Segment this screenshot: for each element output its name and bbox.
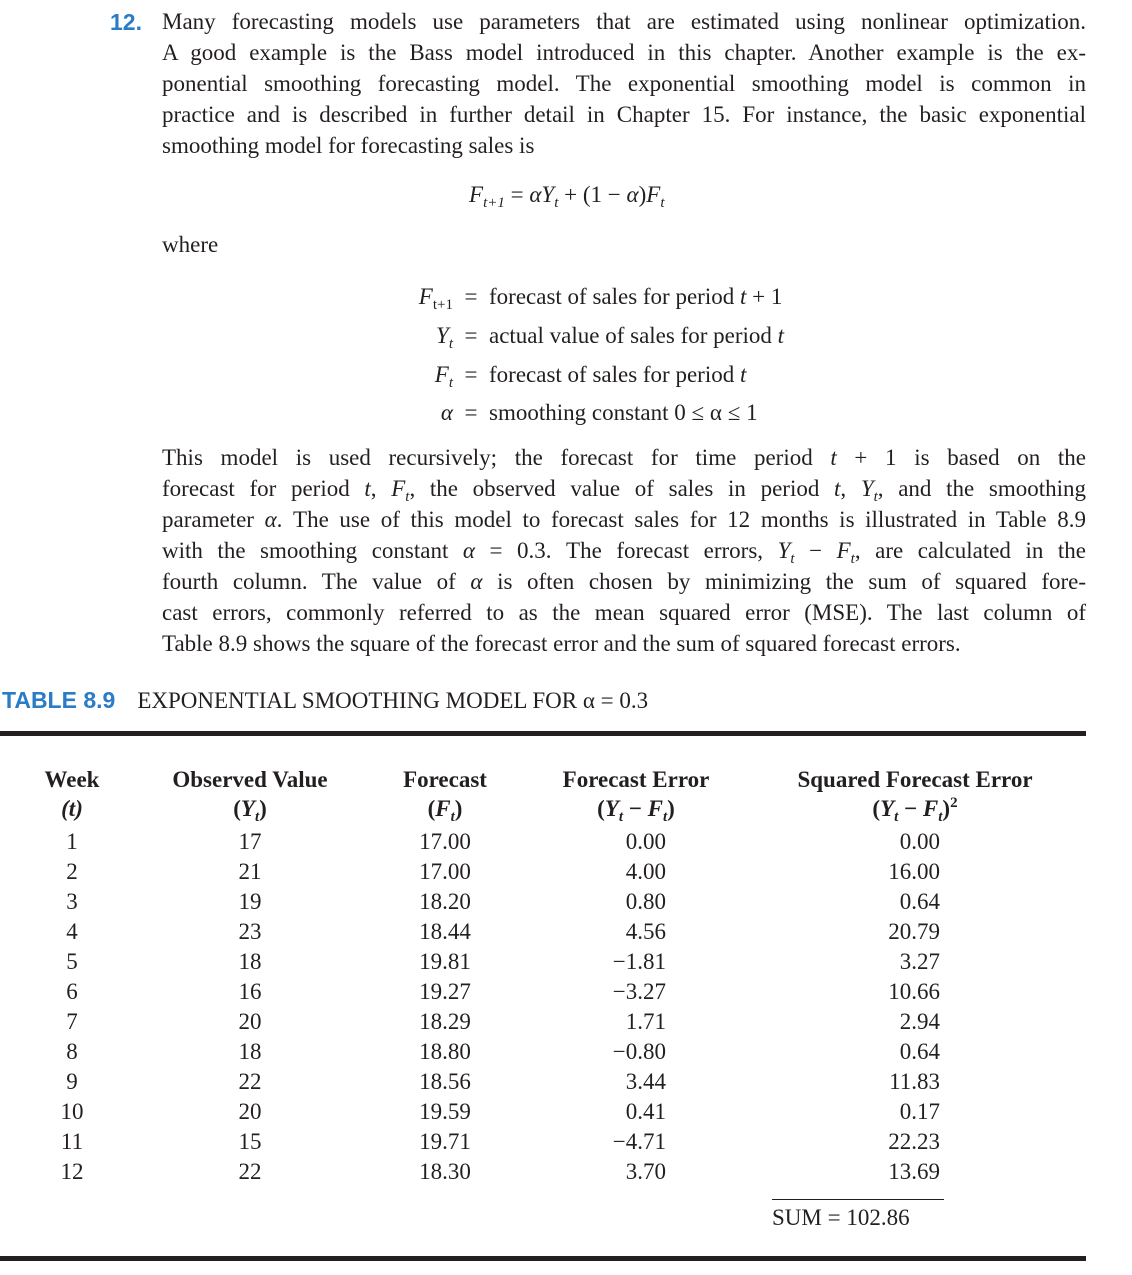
squared-cell: 0.64 — [899, 889, 940, 914]
error-cell: 3.44 — [625, 1069, 666, 1094]
error-cell: 4.00 — [625, 859, 666, 884]
body-line: forecast for period t, $F_t$, the observed value of sales in period t, $Y_t$, and the smoothing — [162, 476, 1086, 505]
forecast-cell: 17.00 — [419, 859, 471, 884]
sum-value: SUM = 102.86 — [772, 1205, 910, 1230]
intro-paragraph — [162, 6, 1086, 161]
squared-cell: 16.00 — [888, 859, 940, 884]
squared-cell: 22.23 — [888, 1129, 940, 1154]
body-line: with the smoothing constant α = 0.3. The forecast errors, $Y_t - F_t$, are calculated in the — [162, 538, 1086, 567]
observed-cell: 18 — [238, 1039, 262, 1064]
observed-cell: 16 — [238, 979, 262, 1004]
column-header: Observed Value $(Y_t)$ — [172, 767, 328, 825]
forecast-cell: 19.81 — [419, 949, 471, 974]
intro-line: ponential smoothing forecasting model. The exponential smoothing model is common in — [162, 71, 1086, 96]
forecast-cell: 18.20 — [419, 889, 471, 914]
forecast-cell: 18.44 — [419, 919, 471, 944]
error-column — [536, 765, 736, 1187]
squared-cell: 0.64 — [899, 1039, 940, 1064]
week-cell: 7 — [66, 1009, 78, 1034]
observed-cell: 23 — [238, 919, 262, 944]
error-cell: 1.71 — [625, 1009, 666, 1034]
week-cell: 2 — [66, 859, 78, 884]
definition-text: forecast of sales for period t + 1 — [489, 284, 783, 310]
week-cell: 1 — [66, 829, 78, 854]
error-cell: 0.41 — [625, 1099, 666, 1124]
definition-symbol: α — [440, 400, 453, 426]
error-cell: 0.80 — [625, 889, 666, 914]
observed-cell: 22 — [238, 1069, 262, 1094]
squared-cell: 10.66 — [888, 979, 940, 1004]
squared-cell: 0.17 — [899, 1099, 940, 1124]
intro-line: A good example is the Bass model introduced in this chapter. Another example is the ex- — [162, 40, 1086, 65]
definition-row: $F_{t+1}$ = forecast of sales for period t + 1 — [335, 278, 784, 317]
observed-column — [150, 765, 350, 1187]
week-cell: 9 — [66, 1069, 78, 1094]
week-cell: 6 — [66, 979, 78, 1004]
forecast-cell: 18.30 — [419, 1159, 471, 1184]
squared-cell: 0.00 — [899, 829, 940, 854]
definitions-list — [335, 278, 784, 433]
table-title — [2, 687, 648, 714]
definition-symbol: $F_{t+1}$ — [418, 284, 453, 314]
definition-text: forecast of sales for period t — [489, 361, 747, 387]
smoothing-formula — [469, 182, 665, 211]
squared-column — [770, 765, 1060, 1187]
table-label: TABLE 8.9 — [2, 687, 116, 713]
week-cell: 8 — [66, 1039, 78, 1064]
forecast-cell: 18.56 — [419, 1069, 471, 1094]
body-paragraph — [162, 442, 1086, 659]
squared-cell: 20.79 — [888, 919, 940, 944]
table-caption: EXPONENTIAL SMOOTHING MODEL FOR α = 0.3 — [137, 688, 649, 713]
intro-line: smoothing model for forecasting sales is — [162, 133, 535, 158]
definition-text: actual value of sales for period t — [489, 323, 785, 349]
where-label: where — [162, 232, 219, 257]
error-cell: 3.70 — [625, 1159, 666, 1184]
forecast-cell: 19.71 — [419, 1129, 471, 1154]
intro-line: Many forecasting models use parameters that are estimated using nonlinear optimization. — [162, 9, 1086, 34]
body-line: Table 8.9 shows the square of the forecast error and the sum of squared forecast errors. — [162, 631, 961, 656]
definition-row: $Y_t$ = actual value of sales for period t — [335, 317, 784, 356]
body-line: parameter α. The use of this model to forecast sales for 12 months is illustrated in Table 8.9 — [162, 507, 1086, 532]
error-cell: −1.81 — [612, 949, 666, 974]
forecast-cell: 18.80 — [419, 1039, 471, 1064]
column-header: Forecast Error $(Y_t - F_t)$ — [562, 767, 710, 825]
squared-cell: 3.27 — [899, 949, 940, 974]
error-cell: −3.27 — [612, 979, 666, 1004]
table-top-rule — [0, 731, 1086, 736]
forecast-cell: 19.27 — [419, 979, 471, 1004]
definition-symbol: $Y_t$ — [436, 323, 453, 353]
week-column — [22, 765, 122, 1187]
week-cell: 4 — [66, 919, 78, 944]
week-cell: 5 — [66, 949, 78, 974]
column-header: Forecast $(F_t)$ — [403, 767, 487, 825]
observed-cell: 18 — [238, 949, 262, 974]
table-bottom-rule — [0, 1256, 1086, 1261]
observed-cell: 20 — [238, 1009, 262, 1034]
week-cell: 11 — [60, 1129, 84, 1154]
body-line: cast errors, commonly referred to as the mean squared error (MSE). The last column of — [162, 600, 1086, 625]
body-line: fourth column. The value of α is often chosen by minimizing the sum of squared fore- — [162, 569, 1086, 594]
definition-symbol: $F_t$ — [434, 361, 453, 391]
squared-cell: 11.83 — [889, 1069, 940, 1094]
error-cell: 4.56 — [625, 919, 666, 944]
week-cell: 10 — [60, 1099, 84, 1124]
sum-rule — [772, 1199, 944, 1200]
column-header: Week (t) — [44, 767, 100, 821]
observed-cell: 15 — [238, 1129, 262, 1154]
forecast-cell: 17.00 — [419, 829, 471, 854]
body-line: This model is used recursively; the forecast for time period t + 1 is based on the — [162, 445, 1086, 470]
intro-line: practice and is described in further detail in Chapter 15. For instance, the basic exponential — [162, 102, 1086, 127]
observed-cell: 22 — [238, 1159, 262, 1184]
problem-number: 12. — [110, 9, 142, 35]
formula-text: $F_{t+1} = \alpha Y_t + (1 - \alpha)F_t$ — [469, 182, 665, 211]
forecast-cell: 19.59 — [419, 1099, 471, 1124]
forecast-column — [390, 765, 500, 1187]
definition-row: α = smoothing constant 0 ≤ α ≤ 1 — [335, 394, 784, 433]
forecast-cell: 18.29 — [419, 1009, 471, 1034]
observed-cell: 21 — [238, 859, 262, 884]
squared-cell: 13.69 — [888, 1159, 940, 1184]
observed-cell: 17 — [238, 829, 262, 854]
error-cell: −4.71 — [612, 1129, 666, 1154]
observed-cell: 19 — [238, 889, 262, 914]
observed-cell: 20 — [238, 1099, 262, 1124]
week-cell: 12 — [60, 1159, 84, 1184]
column-header: Squared Forecast Error $(Y_t - F_t)^2$ — [797, 767, 1033, 825]
definition-text: smoothing constant 0 ≤ α ≤ 1 — [489, 400, 758, 426]
squared-cell: 2.94 — [899, 1009, 940, 1034]
error-cell: −0.80 — [612, 1039, 666, 1064]
error-cell: 0.00 — [625, 829, 666, 854]
week-cell: 3 — [66, 889, 78, 914]
definition-row: $F_t$ = forecast of sales for period t — [335, 355, 784, 394]
